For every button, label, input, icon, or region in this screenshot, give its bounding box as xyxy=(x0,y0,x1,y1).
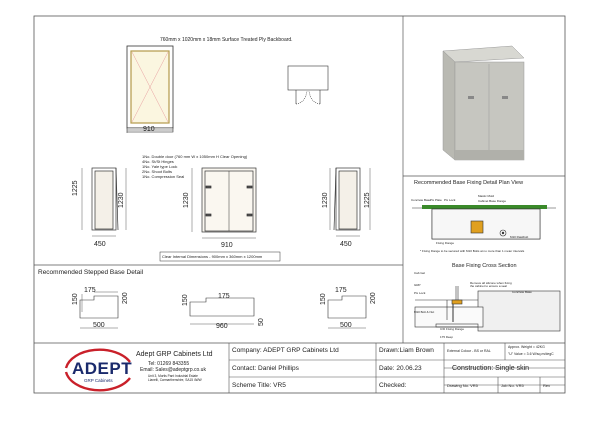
company-phone: Tel: 01269 843355 xyxy=(148,361,190,367)
plan-label: Pix Lock xyxy=(444,198,456,202)
u-value: "U" Value = 3.6 W/sq.m/degC xyxy=(508,352,554,356)
left-height-outer: 1225 xyxy=(72,180,79,196)
sb-mid-step-h: 150 xyxy=(182,294,189,306)
cs-label: 175 Deep xyxy=(440,335,454,339)
sb-left-total-h: 200 xyxy=(122,292,129,304)
backboard-width: 910 xyxy=(143,126,155,133)
sb-right-step-w: 175 xyxy=(335,287,347,294)
construction-field: Construction: Single skin xyxy=(452,365,530,372)
company-email[interactable]: Email: Sales@adeptgrp.co.uk xyxy=(140,367,206,373)
cs-label: Cab Gel xyxy=(414,271,426,275)
company-name: Adept GRP Cabinets Ltd xyxy=(136,351,213,358)
backboard-view xyxy=(127,46,173,133)
plan-label: Concrete Base xyxy=(411,198,431,202)
cross-section-title: Base Fixing Cross Section xyxy=(452,263,517,269)
sb-left-step-w: 175 xyxy=(84,287,96,294)
left-depth: 450 xyxy=(94,241,106,248)
cs-label: Pix Lock xyxy=(414,291,426,295)
spec-line: 1No. Double door (760 mm W x 1050mm H Clear Opening) xyxy=(142,154,248,159)
sb-mid-width: 960 xyxy=(216,323,228,330)
external-colour: External Colour - BS or RAL xyxy=(447,349,491,353)
plan-label: M10 Rawlbolt xyxy=(510,235,529,239)
cs-label: Remove all silicone when fixing the cabinet to ensure a seal xyxy=(470,281,512,289)
plan-view-drawing xyxy=(412,205,556,239)
logo-text: ADEPT xyxy=(72,359,133,378)
right-height-inner: 1230 xyxy=(322,192,329,208)
checked-field: Checked: xyxy=(379,382,407,389)
job-number: Job No. VR5 xyxy=(501,383,524,388)
plan-label: Fixing Flange xyxy=(436,241,455,245)
contact-field: Contact: Daniel Phillips xyxy=(232,365,299,372)
stepped-base-title: Recommended Stepped Base Detail xyxy=(38,269,144,276)
logo-subtext: GRP Cabinets xyxy=(84,378,113,383)
plan-label: Mastic Mold xyxy=(478,194,495,198)
spec-line: 1No. Yale type Lock xyxy=(142,164,178,169)
right-height-outer: 1225 xyxy=(364,192,371,208)
sb-right-total-h: 200 xyxy=(370,292,377,304)
spec-line: 2No. Shoot Bolts xyxy=(142,169,173,174)
spec-line: 4No. St/St Hinges xyxy=(142,159,174,164)
plan-note: * Fixing Flange to be secured with M10 Bolts at no more than 1 meter intervals xyxy=(420,249,525,253)
revision: Rev xyxy=(543,383,551,388)
sb-right-width: 500 xyxy=(340,322,352,329)
cs-label: GRP xyxy=(414,283,421,287)
drawing-number: Drawing No. VR5 xyxy=(447,383,478,388)
company-address: Unit 3, Mortis Pant Industrial Estate xyxy=(148,374,198,378)
drawn-by: Drawn:Liam Brown xyxy=(379,347,434,354)
left-height-inner: 1230 xyxy=(118,192,125,208)
scheme-title: Scheme Title: VR5 xyxy=(232,382,286,389)
cabinet-render xyxy=(443,46,524,160)
sb-left-step-h: 150 xyxy=(72,293,79,305)
right-depth: 450 xyxy=(340,241,352,248)
sb-right-step-h: 150 xyxy=(320,293,327,305)
front-elevation xyxy=(160,168,280,261)
backboard-note: 760mm x 1020mm x 18mm Surface Treated Ply Backboard. xyxy=(160,37,293,43)
plan-view-title: Recommended Base Fixing Detail Plan View xyxy=(414,180,524,186)
plan-label: Cabinet Base Flange xyxy=(478,199,507,203)
plan-label: Pix Plate xyxy=(430,198,442,202)
company-address: Llanelli, Carmarthenshire, SA15 4WW xyxy=(148,378,202,382)
stepped-base-middle xyxy=(190,298,254,324)
cs-label: C/D Fixing Flange xyxy=(440,327,465,331)
spec-line: 1No. Compression Seal xyxy=(142,174,185,179)
sb-left-width: 500 xyxy=(93,322,105,329)
date-field: Date: 20.06.23 xyxy=(379,365,422,372)
approx-weight: Approx. Weight = 42KG xyxy=(508,345,545,349)
front-width: 910 xyxy=(221,242,233,249)
cs-label: M10 Bolt & Nut xyxy=(414,310,435,314)
company-field: Company: ADEPT GRP Cabinets Ltd xyxy=(232,347,339,354)
sb-mid-step-w: 175 xyxy=(218,293,230,300)
cs-label: Concrete Base xyxy=(512,290,532,294)
clear-internal-dims: Clear Internal Dimensions - 900mm x 360mm x 1200mm xyxy=(162,254,263,259)
front-height: 1230 xyxy=(183,192,190,208)
sb-mid-depth: 50 xyxy=(258,318,265,326)
door-swing-plan xyxy=(288,66,328,104)
